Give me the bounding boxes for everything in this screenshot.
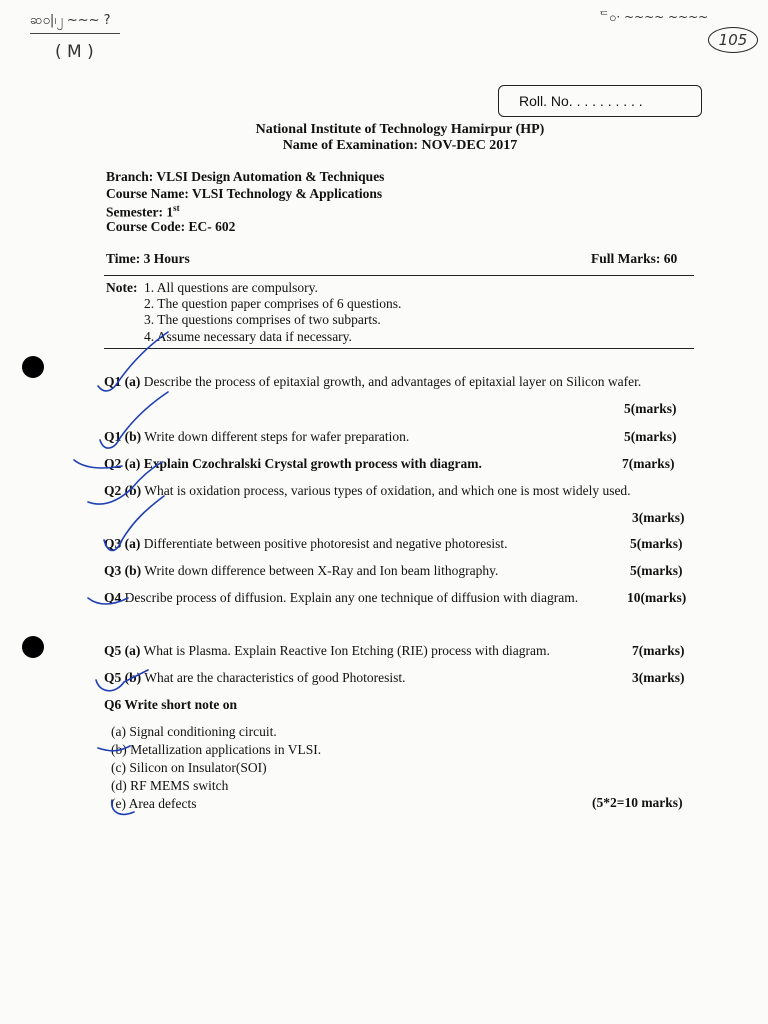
question-marks: 5(marks) <box>630 563 683 578</box>
question-marks: 5(marks) <box>624 429 677 444</box>
question-text: Describe process of diffusion. Explain any one technique of diffusion with diagram. <box>124 590 579 605</box>
question-number: Q5 (b) <box>104 670 142 685</box>
q6-item: (d) RF MEMS switch <box>111 778 229 793</box>
question-marks: (5*2=10 marks) <box>592 795 683 810</box>
question-q2b <box>104 483 631 499</box>
semester-value: Semester: 1 <box>106 204 174 220</box>
question-marks: 7(marks) <box>622 456 675 471</box>
divider-bottom <box>104 348 694 349</box>
question-marks: 3(marks) <box>632 510 685 525</box>
question-text: What are the characteristics of good Photoresist. <box>144 670 406 685</box>
q6-item: (c) Silicon on Insulator(SOI) <box>111 760 267 775</box>
circled-number: 105 <box>708 27 758 53</box>
course-code: Course Code: EC- 602 <box>106 219 236 234</box>
handwritten-scribble-top-left: ဆ၀|၊၂ ~~~ ? <box>30 13 111 28</box>
question-text: Write down different steps for wafer preparation. <box>144 429 410 444</box>
question-marks: 5(marks) <box>630 536 683 551</box>
question-marks: 7(marks) <box>632 643 685 658</box>
question-q5b <box>104 670 406 686</box>
question-number: Q2 (a) <box>104 456 141 471</box>
handwritten-scribble-top-right: ᄃဝ· ~~~~ ~~~~ <box>598 10 709 24</box>
question-q1a <box>104 374 641 390</box>
binder-hole <box>22 356 44 378</box>
q6-item: (a) Signal conditioning circuit. <box>111 724 277 739</box>
branch: Branch: VLSI Design Automation & Techniques <box>106 169 385 184</box>
question-text: Write down difference between X-Ray and Ion beam lithography. <box>144 563 499 578</box>
handwritten-code: ( M ) <box>55 42 94 62</box>
question-q5a <box>104 643 550 659</box>
question-q6-title: Q6 Write short note on <box>104 697 237 712</box>
question-number: Q5 (a) <box>104 643 141 658</box>
roll-number-label: Roll. No. . . . . . . . . . <box>519 93 643 109</box>
question-q3b <box>104 563 498 579</box>
binder-hole <box>22 636 44 658</box>
question-marks: 5(marks) <box>624 401 677 416</box>
question-number: Q1 (a) <box>104 374 141 389</box>
question-marks: 3(marks) <box>632 670 685 685</box>
q6-item: (b) Metallization applications in VLSI. <box>111 742 322 757</box>
note-item: 2. The question paper comprises of 6 questions. <box>144 296 402 311</box>
question-number: Q2 (b) <box>104 483 142 498</box>
question-number: Q3 (b) <box>104 563 142 578</box>
divider-top <box>104 275 694 276</box>
time: Time: 3 Hours <box>106 251 190 266</box>
note-item: 1. All questions are compulsory. <box>144 280 318 295</box>
roll-number-box <box>498 85 702 117</box>
course-name: Course Name: VLSI Technology & Applications <box>106 186 383 201</box>
question-q3a <box>104 536 508 552</box>
note-label: Note: <box>106 280 138 295</box>
question-text: Describe the process of epitaxial growth, and advantages of epitaxial layer on Silicon wafer. <box>143 374 642 389</box>
exam-name: Name of Examination: NOV-DEC 2017 <box>282 138 518 153</box>
question-number: Q3 (a) <box>104 536 141 551</box>
semester <box>106 203 180 221</box>
institute-name: National Institute of Technology Hamirpur (HP) <box>255 122 545 137</box>
question-q4 <box>104 590 578 606</box>
question-number: Q1 (b) <box>104 429 142 444</box>
question-text: Differentiate between positive photoresist and negative photoresist. <box>143 536 508 551</box>
question-text: Explain Czochralski Crystal growth process with diagram. <box>143 456 482 471</box>
full-marks: Full Marks: 60 <box>591 251 678 266</box>
note-item: 4. Assume necessary data if necessary. <box>144 329 352 344</box>
question-q2a <box>104 456 482 472</box>
question-marks: 10(marks) <box>627 590 687 605</box>
question-q1b <box>104 429 409 445</box>
question-number: Q4 <box>104 590 122 605</box>
semester-suffix: st <box>173 203 180 213</box>
q6-item: (e) Area defects <box>111 796 197 811</box>
note-item: 3. The questions comprises of two subparts. <box>144 312 381 327</box>
question-text: What is oxidation process, various types of oxidation, and which one is most widely used. <box>144 483 631 498</box>
handwritten-underline <box>30 33 120 34</box>
question-text: What is Plasma. Explain Reactive Ion Etching (RIE) process with diagram. <box>143 643 550 658</box>
